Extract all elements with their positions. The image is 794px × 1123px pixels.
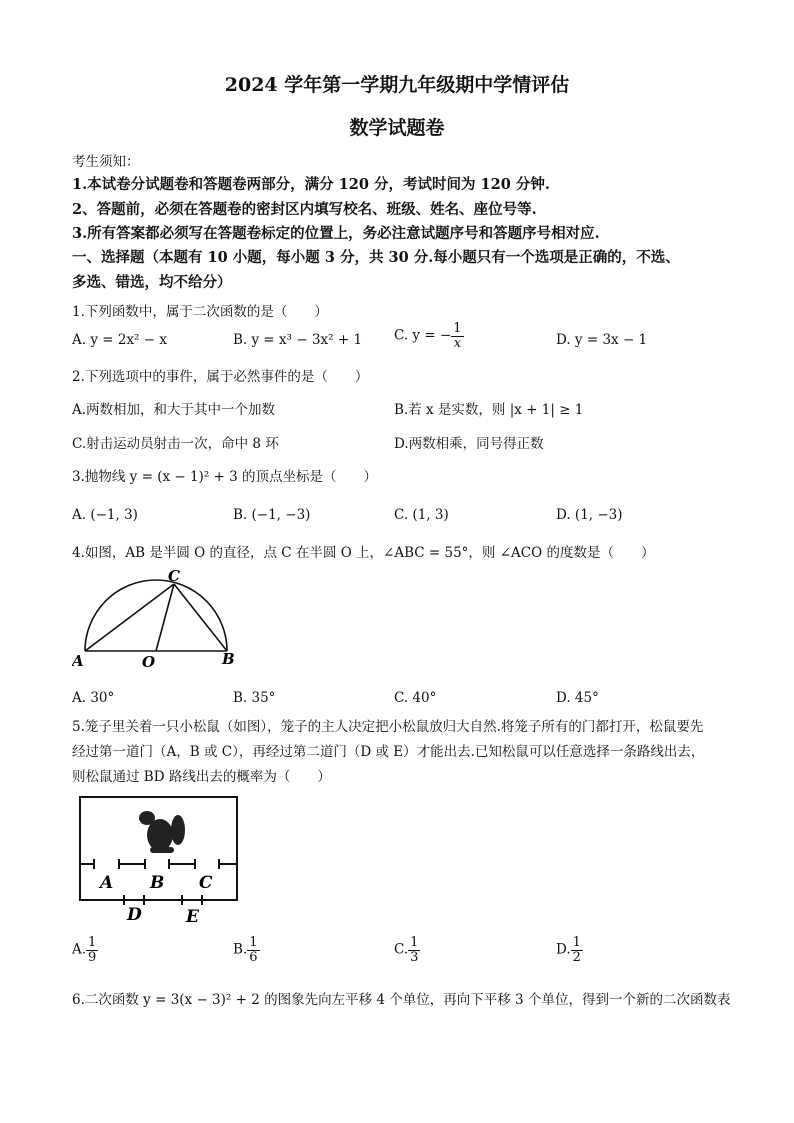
radius-oc (156, 584, 174, 651)
door-d-label: D (127, 905, 142, 925)
q5-option-d (556, 936, 583, 964)
q4-stem: 4.如图，AB 是半圆 O 的直径，点 C 在半圆 O 上，∠ABC = 55°，则 ∠ACO 的度数是（ ） (72, 545, 655, 561)
q5-option-c-numerator: 1 (410, 935, 419, 950)
label-o: O (142, 653, 156, 670)
section1-heading-line1: 一、选择题（本题有 10 小题，每小题 3 分，共 30 分.每小题只有一个选项是正确的，不选、 (72, 249, 680, 266)
q1-option-a: A. y = 2x² − x (72, 332, 167, 348)
label-a: A (72, 652, 84, 670)
q2-option-b: B.若 x 是实数，则 |x + 1| ≥ 1 (394, 402, 584, 418)
q3-option-a: A. (−1, 3) (72, 507, 138, 523)
q5-option-c-denominator: 3 (410, 949, 419, 965)
q5-option-c (394, 936, 420, 964)
q6-stem: 6.二次函数 y = 3(x − 3)² + 2 的图象先向左平移 4 个单位，再向下平移 3 个单位，得到一个新的二次函数表 (72, 992, 731, 1008)
notice-item-3: 3.所有答案都必须写在答题卷标定的位置上，务必注意试题序号和答题序号相对应. (72, 225, 600, 242)
q5-option-b-denominator: 6 (249, 949, 258, 965)
q4-option-a: A. 30° (72, 690, 115, 706)
page-title: 2024 学年第一学期九年级期中学情评估 (224, 74, 570, 96)
q4-option-b: B. 35° (233, 690, 276, 706)
q5-option-c-fraction (408, 936, 420, 964)
q2-option-d: D.两数相乘，同号得正数 (394, 436, 544, 452)
q1-option-c (394, 322, 464, 350)
q1-option-d: D. y = 3x − 1 (556, 332, 648, 348)
q3-option-c: C. (1, 3) (394, 507, 449, 523)
q3-option-d: D. (1, −3) (556, 507, 623, 523)
q5-option-d-denominator: 2 (572, 949, 581, 965)
notice-item-1: 1.本试卷分试题卷和答题卷两部分，满分 120 分，考试时间为 120 分钟. (72, 176, 550, 193)
q1-option-c-fraction (451, 322, 463, 350)
q5-stem-line3: 则松鼠通过 BD 路线出去的概率为（ ） (72, 769, 331, 785)
semicircle-figure (72, 565, 242, 670)
notice-heading: 考生须知： (72, 154, 140, 170)
q5-option-a-denominator: 9 (88, 949, 97, 965)
door-e-label: E (186, 907, 199, 927)
cage-figure (72, 792, 247, 927)
chord-ac (85, 584, 174, 651)
q5-option-b-numerator: 1 (249, 935, 258, 950)
label-b: B (222, 650, 235, 668)
q1-option-c-numerator: 1 (453, 321, 462, 336)
q5-option-b-fraction (247, 936, 259, 964)
q5-option-a-numerator: 1 (88, 935, 97, 950)
q5-option-d-prefix: D. (556, 941, 571, 958)
section1-heading-line2: 多选、错选，均不给分） (72, 274, 232, 291)
q1-option-c-denominator: x (453, 335, 462, 351)
label-c: C (168, 567, 180, 585)
semicircle-arc (85, 580, 227, 651)
q2-option-a: A.两数相加，和大于其中一个加数 (72, 402, 276, 418)
door-c-label: C (199, 873, 213, 893)
q1-option-c-prefix: C. y = − (394, 327, 452, 344)
q5-option-a-fraction (86, 936, 98, 964)
q5-option-b (233, 936, 260, 964)
q5-option-a (72, 936, 98, 964)
q5-option-a-prefix: A. (72, 941, 87, 958)
q3-stem: 3.抛物线 y = (x − 1)² + 3 的顶点坐标是（ ） (72, 469, 378, 485)
q1-stem: 1.下列函数中，属于二次函数的是（ ） (72, 304, 328, 320)
door-a-label: A (100, 873, 114, 893)
q5-stem-line2: 经过第一道门（A，B 或 C），再经过第二道门（D 或 E）才能出去.已知松鼠可以任意选择一条路线出去， (72, 744, 705, 760)
squirrel-icon (139, 811, 185, 853)
q4-option-c: C. 40° (394, 690, 437, 706)
notice-item-2: 2、答题前，必须在答题卷的密封区内填写校名、班级、姓名、座位号等. (72, 201, 537, 218)
page-subtitle: 数学试题卷 (349, 117, 445, 139)
q4-option-d: D. 45° (556, 690, 599, 706)
q1-option-b: B. y = x³ − 3x² + 1 (233, 332, 363, 348)
q2-option-c: C.射击运动员射击一次，命中 8 环 (72, 436, 279, 452)
q5-stem-line1: 5.笼子里关着一只小松鼠（如图），笼子的主人决定把小松鼠放归大自然.将笼子所有的门都打开，松鼠要先 (72, 719, 704, 735)
q5-option-d-fraction (571, 936, 583, 964)
door-b-label: B (150, 873, 165, 893)
q5-option-b-prefix: B. (233, 941, 248, 958)
q2-stem: 2.下列选项中的事件，属于必然事件的是（ ） (72, 369, 369, 385)
q3-option-b: B. (−1, −3) (233, 507, 311, 523)
q5-option-d-numerator: 1 (572, 935, 581, 950)
q5-option-c-prefix: C. (394, 941, 409, 958)
